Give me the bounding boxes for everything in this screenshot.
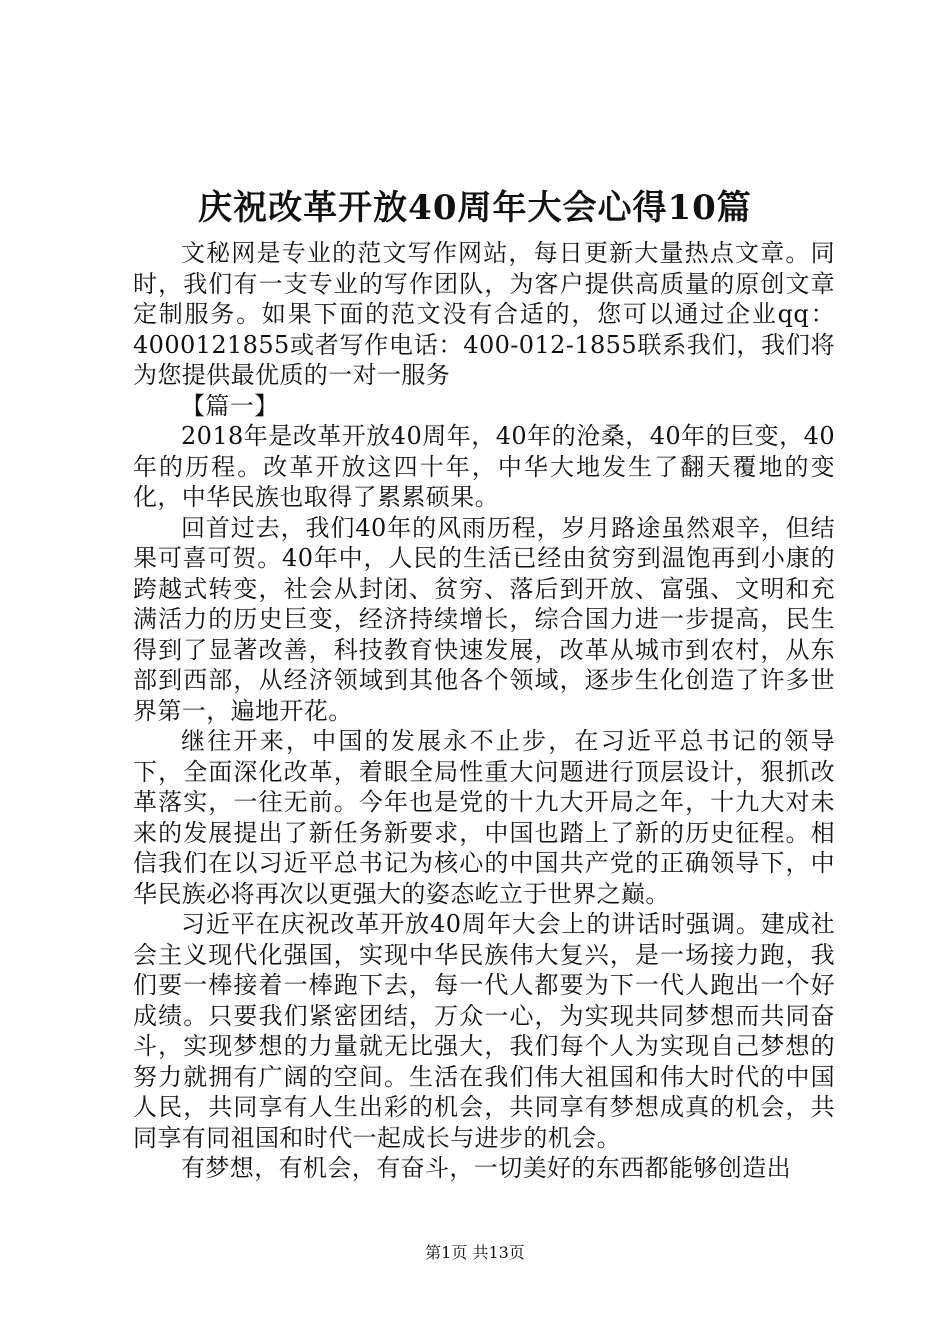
document-body	[133, 238, 835, 1184]
body-paragraph: 2018年是改革开放40周年，40年的沧桑，40年的巨变，40年的历程。改革开放这四十年，中华大地发生了翻天覆地的变化，中华民族也取得了累累硕果。	[133, 422, 835, 511]
body-paragraph: 有梦想，有机会，有奋斗，一切美好的东西都能够创造出	[181, 1154, 791, 1182]
body-paragraph: 习近平在庆祝改革开放40周年大会上的讲话时强调。建成社会主义现代化强国，实现中华民族伟大复兴，是一场接力跑，我们要一棒接着一棒跑下去，每一代人都要为下一代人跑出一个好成绩。只要我们紧密团结，万众一心，为实现共同梦想而共同奋斗，实现梦想的力量就无比强大，我们每个人为实现自己梦想的努力就拥有广阔的空间。生活在我们伟大祖国和伟大时代的中国人民，共同享有人生出彩的机会，共同享有梦想成真的机会，共同享有同祖国和时代一起成长与进步的机会。	[133, 910, 835, 1152]
document-title: 庆祝改革开放40周年大会心得10篇	[198, 188, 752, 228]
page-number-footer: 第1页 共13页	[425, 1243, 525, 1262]
intro-paragraph: 文秘网是专业的范文写作网站，每日更新大量热点文章。同时，我们有一支专业的写作团队，为客户提供高质量的原创文章定制服务。如果下面的范文没有合适的，您可以通过企业qq：4000121855或者写作电话：400-012-1855联系我们，我们将为您提供最优质的一对一服务	[133, 239, 835, 389]
section-heading: 【篇一】	[181, 391, 279, 420]
body-paragraph: 继往开来，中国的发展永不止步，在习近平总书记的领导下，全面深化改革，着眼全局性重大问题进行顶层设计，狠抓改革落实，一往无前。今年也是党的十九大开局之年，十九大对未来的发展提出了新任务新要求，中国也踏上了新的历史征程。相信我们在以习近平总书记为核心的中国共产党的正确领导下，中华民族必将再次以更强大的姿态屹立于世界之巅。	[133, 727, 835, 908]
body-paragraph: 回首过去，我们40年的风雨历程，岁月路途虽然艰辛，但结果可喜可贺。40年中，人民的生活已经由贫穷到温饱再到小康的跨越式转变，社会从封闭、贫穷、落后到开放、富强、文明和充满活力的历史巨变，经济持续增长，综合国力进一步提高，民生得到了显著改善，科技教育快速发展，改革从城市到农村，从东部到西部，从经济领域到其他各个领域，逐步生化创造了许多世界第一，遍地开花。	[133, 513, 835, 725]
